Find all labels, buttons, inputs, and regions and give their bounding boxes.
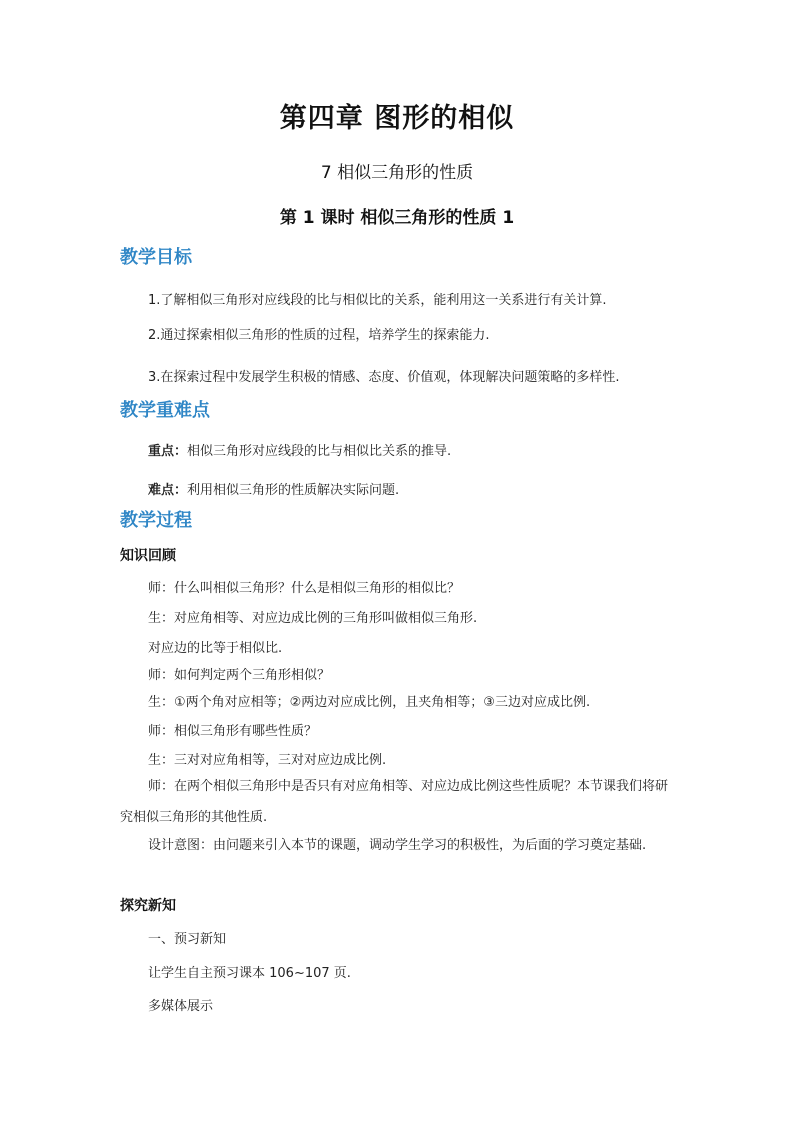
explore-line-2: 让学生自主预习课本 106~107 页.: [148, 966, 351, 981]
section-title: 7 相似三角形的性质: [320, 163, 474, 183]
focus-label: 重点：: [148, 444, 188, 459]
design-intent-paragraph: 设计意图：由问题来引入本节的课题，调动学生学习的积极性，为后面的学习奠定基础.: [148, 838, 647, 853]
dialogue-line-4: 师：如何判定两个三角形相似？: [148, 668, 331, 683]
dialogue-line-5: 生：①两个角对应相等；②两边对应成比例，且夹角相等；③三边对应成比例.: [148, 695, 591, 710]
dialogue-line-1: 师：什么叫相似三角形？什么是相似三角形的相似比？: [148, 581, 461, 596]
dialogue-line-3: 对应边的比等于相似比.: [148, 641, 283, 656]
focus-line: [148, 440, 451, 459]
objective-item-2: 2.通过探索相似三角形的性质的过程，培养学生的探索能力.: [148, 328, 490, 343]
difficulty-text: 利用相似三角形的性质解决实际问题.: [187, 483, 400, 498]
difficulty-line: [148, 479, 399, 498]
focus-text: 相似三角形对应线段的比与相似比关系的推导.: [187, 444, 452, 459]
teacher-paragraph: 师：在两个相似三角形中是否只有对应角相等、对应边成比例这些性质呢？本节课我们将研究相似三角形的其他性质.: [120, 779, 669, 825]
dialogue-line-2: 生：对应角相等、对应边成比例的三角形叫做相似三角形.: [148, 611, 478, 626]
explore-line-1: 一、预习新知: [148, 932, 227, 947]
explore-heading: 探究新知: [120, 898, 176, 914]
key-points-heading: 教学重难点: [120, 400, 210, 421]
dialogue-line-7: 生：三对对应角相等，三对对应边成比例.: [148, 753, 387, 768]
lesson-title: 第 1 课时 相似三角形的性质 1: [279, 208, 515, 228]
objective-item-3: 3.在探索过程中发展学生积极的情感、态度、价值观，体现解决问题策略的多样性.: [148, 370, 620, 385]
explore-line-3: 多媒体展示: [148, 999, 214, 1014]
objective-item-1: 1.了解相似三角形对应线段的比与相似比的关系，能利用这一关系进行有关计算.: [148, 293, 607, 308]
process-heading: 教学过程: [120, 510, 192, 531]
dialogue-line-6: 师：相似三角形有哪些性质？: [148, 724, 318, 739]
review-heading: 知识回顾: [120, 548, 176, 564]
chapter-title: 第四章 图形的相似: [279, 103, 515, 134]
difficulty-label: 难点：: [148, 483, 188, 498]
objectives-heading: 教学目标: [120, 247, 192, 268]
